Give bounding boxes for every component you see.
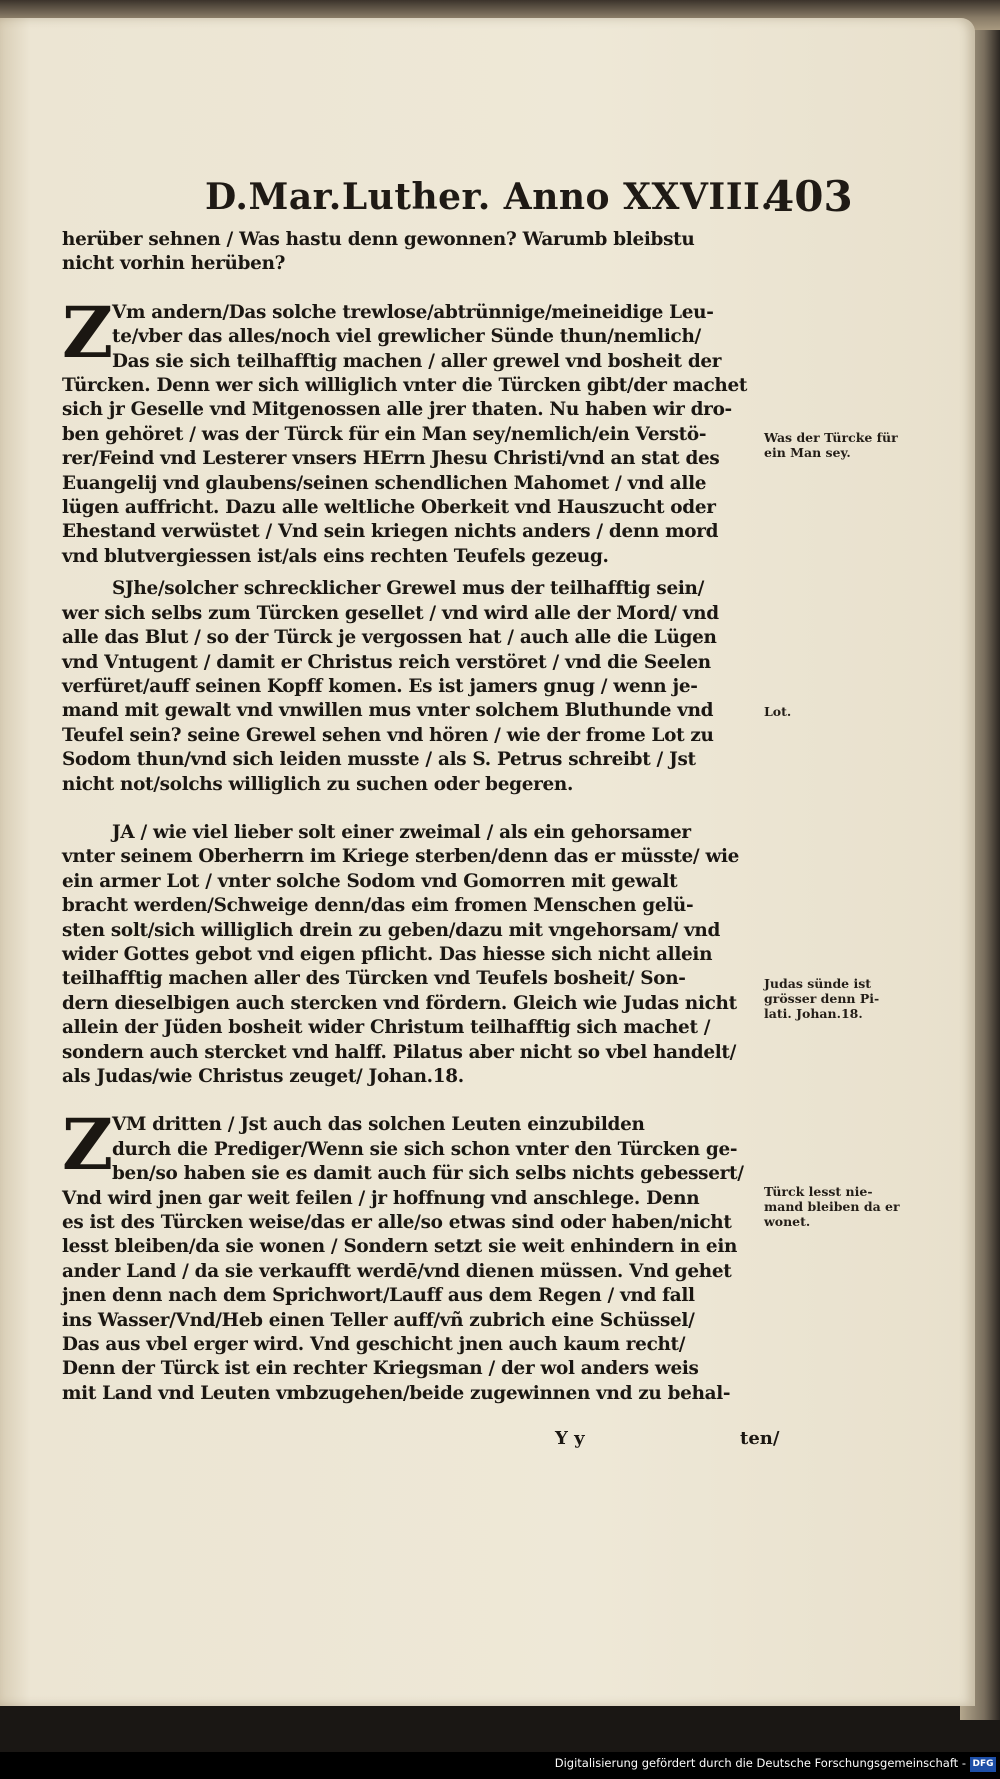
text-line: ins Wasser/Vnd/Heb einen Teller auff/vñ zubrich eine Schüssel/ <box>62 1309 695 1331</box>
text-line: sten solt/sich williglich drein zu geben/dazu mit vngehorsam/ vnd <box>62 919 721 941</box>
text-line: verfüret/auff seinen Kopff komen. Es ist jamers gnug / wenn je- <box>62 675 698 697</box>
page-footer <box>555 1428 795 1454</box>
text-line: teilhafftig machen aller des Türcken vnd Teufels bosheit/ Son- <box>62 968 686 990</box>
text-line: allein der Jüden bosheit wider Christum teilhafftig sich machet / <box>62 1017 711 1039</box>
paragraph-ja <box>62 821 762 1089</box>
text-line: Das aus vbel erger wird. Vnd geschicht jnen auch kaum recht/ <box>62 1334 686 1356</box>
text-line: dern dieselbigen auch stercken vnd fördern. Gleich wie Judas nicht <box>62 992 737 1014</box>
text-line: Euangelij vnd glaubens/seinen schendlichen Mahomet / vnd alle <box>62 472 707 494</box>
text-line: Vnd wird jnen gar weit feilen / jr hoffnung vnd anschlege. Denn <box>62 1187 700 1209</box>
text-line: herüber sehnen / Was hastu denn gewonnen? Warumb bleibstu <box>62 229 695 250</box>
margin-note: Lot. <box>764 704 792 719</box>
signature-mark: Y y <box>555 1428 585 1449</box>
text-line: mand mit gewalt vnd vnwillen mus vnter solchem Bluthunde vnd <box>62 700 714 722</box>
paragraph-zum-dritten <box>62 1103 762 1406</box>
text-line: wider Gottes gebot vnd eigen pflicht. Das hiesse sich nicht allein <box>62 943 713 965</box>
paragraph-gap <box>62 1089 762 1113</box>
text-line: te/vber das alles/noch viel grewlicher Sünde thun/nemlich/ <box>112 326 701 348</box>
text-line: vnter seinem Oberherrn im Kriege sterben/denn das er müsste/ wie <box>62 846 740 868</box>
text-line: vnd Vntugent / damit er Christus reich verstöret / vnd die Seelen <box>62 651 711 673</box>
paragraph-sihe <box>62 577 762 797</box>
page-header <box>205 172 853 226</box>
text-line: rer/Feind vnd Lesterer vnsers HErrn Jhesu Christi/vnd an stat des <box>62 448 720 470</box>
running-title: D.Mar.Luther. Anno XXVIII. <box>205 176 774 218</box>
drop-cap: Z <box>62 290 114 374</box>
paragraph-gap <box>62 797 762 821</box>
book-page <box>0 18 975 1706</box>
text-line: ander Land / da sie verkaufft werdē/vnd dienen müssen. Vnd gehet <box>62 1260 732 1282</box>
paragraph-zum-andern <box>62 290 762 569</box>
text-line: mit Land vnd Leuten vmbzugehen/beide zugewinnen vnd zu behal- <box>62 1382 731 1404</box>
text-line: ben gehöret / was der Türck für ein Man sey/nemlich/ein Verstö- <box>62 423 707 445</box>
text-line: alle das Blut / so der Türck je vergossen hat / auch alle die Lügen <box>62 627 717 649</box>
margin-note: Was der Türcke für ein Man sey. <box>764 430 898 460</box>
text-line: lügen auffricht. Dazu alle weltliche Oberkeit vnd Hauszucht oder <box>62 497 716 519</box>
text-line: Ehestand verwüstet / Vnd sein kriegen nichts anders / denn mord <box>62 521 719 543</box>
text-line: lesst bleiben/da sie wonen / Sondern setzt sie weit enhindern in ein <box>62 1236 738 1258</box>
credit-bar <box>0 1752 1000 1779</box>
text-line: Teufel sein? seine Grewel sehen vnd hören / wie der frome Lot zu <box>62 724 714 746</box>
margin-note: Judas sünde ist grösser denn Pi- lati. Johan.18. <box>764 976 880 1021</box>
paragraph-gap <box>62 277 762 301</box>
text-line: nicht not/solchs williglich zu suchen oder begeren. <box>62 773 574 795</box>
text-line: jnen denn nach dem Sprichwort/Lauff aus dem Regen / vnd fall <box>62 1285 695 1307</box>
text-line: nicht vorhin herüben? <box>62 253 286 275</box>
text-line: SJhe/solcher schrecklicher Grewel mus der teilhafftig sein/ <box>112 578 705 600</box>
text-line: Vm andern/Das solche trewlose/abtrünnige/meineidige Leu- <box>112 301 714 323</box>
text-line: sich jr Geselle vnd Mitgenossen alle jrer thaten. Nu haben wir dro- <box>62 399 732 421</box>
text-line: JA / wie viel lieber solt einer zweimal / als ein gehorsamer <box>112 821 691 843</box>
text-line: als Judas/wie Christus zeuget/ Johan.18. <box>62 1066 464 1087</box>
dfg-logo-icon: DFG <box>970 1757 996 1772</box>
drop-cap: Z <box>62 1103 114 1187</box>
text-line: Sodom thun/vnd sich leiden musste / als S. Petrus schreibt / Jst <box>62 749 696 771</box>
text-line: durch die Prediger/Wenn sie sich schon vnter den Türcken ge- <box>112 1138 738 1160</box>
text-line: ein armer Lot / vnter solche Sodom vnd Gomorren mit gewalt <box>62 870 678 892</box>
paragraph-gap <box>62 569 762 577</box>
text-line: VM dritten / Jst auch das solchen Leuten einzubilden <box>112 1114 645 1136</box>
text-line: ben/so haben sie es damit auch für sich selbs nichts gebessert/ <box>112 1163 744 1185</box>
text-line: wer sich selbs zum Türcken gesellet / vnd wird alle der Mord/ vnd <box>62 602 719 624</box>
credit-text: Digitalisierung gefördert durch die Deutsche Forschungsgemeinschaft - <box>554 1756 966 1770</box>
page-number: 403 <box>765 172 853 221</box>
text-line: Denn der Türck ist ein rechter Kriegsman / der wol anders weis <box>62 1358 699 1380</box>
catchword: ten/ <box>740 1428 780 1449</box>
margin-note: Türck lesst nie- mand bleiben da er wonet. <box>764 1184 900 1229</box>
text-line: Das sie sich teilhafftig machen / aller grewel vnd bosheit der <box>112 350 722 372</box>
text-line: Türcken. Denn wer sich williglich vnter die Türcken gibt/der machet <box>62 375 748 397</box>
text-line: bracht werden/Schweige denn/das eim fromen Menschen gelü- <box>62 895 694 917</box>
text-line: vnd blutvergiessen ist/als eins rechten Teufels gezeug. <box>62 545 609 567</box>
text-line: sondern auch stercket vnd halff. Pilatus aber nicht so vbel handelt/ <box>62 1041 737 1063</box>
text-line: es ist des Türcken weise/das er alle/so etwas sind oder haben/nicht <box>62 1212 732 1234</box>
main-text <box>62 228 762 1406</box>
